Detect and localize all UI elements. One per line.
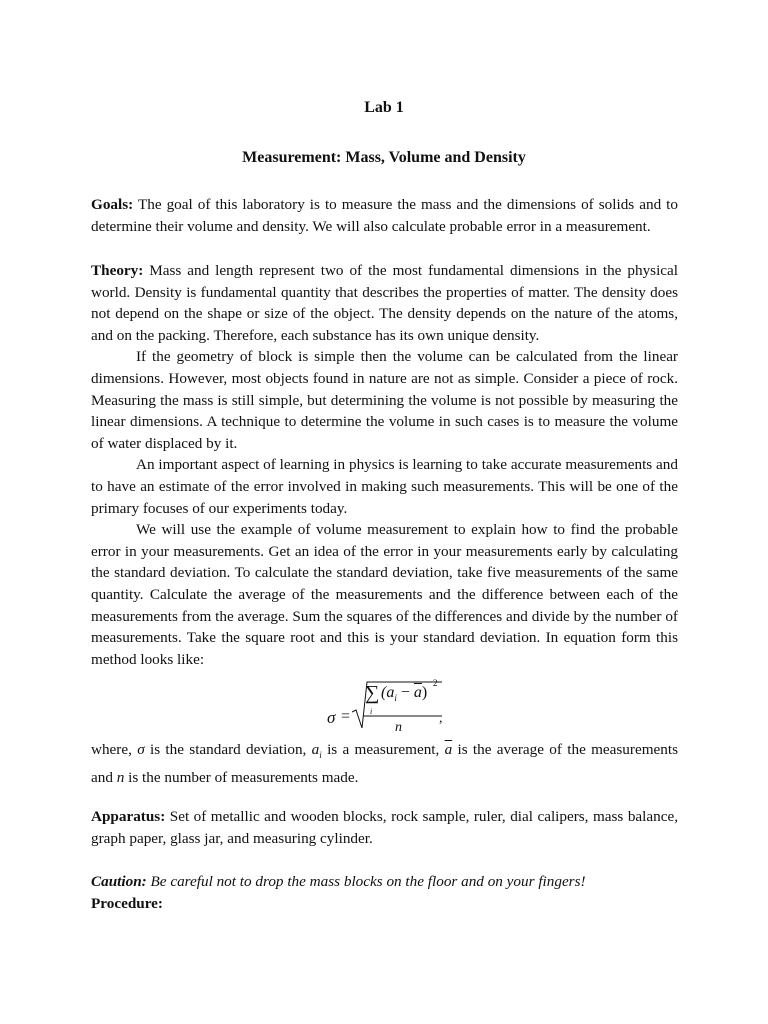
- exponent: 2: [433, 678, 438, 688]
- theory-section: [91, 260, 678, 670]
- document-title: Measurement: Mass, Volume and Density: [242, 149, 526, 166]
- goals-text: The goal of this laboratory is to measure the mass and the dimensions of solids and to determine their volume and density. We will also calculate probable error in a measurement.: [91, 196, 678, 235]
- goals-label: Goals:: [91, 196, 134, 213]
- procedure-heading: Procedure:: [91, 894, 163, 912]
- equals-sign: =: [341, 708, 351, 725]
- goals-section: [91, 194, 678, 237]
- standard-deviation-equation: [325, 680, 465, 742]
- summation-index: i: [370, 707, 373, 716]
- mean-symbol-inline: $\overline{a}$: [444, 741, 453, 758]
- fraction-bar: [363, 715, 437, 717]
- lab-number-heading: Lab 1: [364, 99, 404, 116]
- theory-paragraph-1: Mass and length represent two of the most fundamental dimensions in the physical world. Density is fundamental quantity that describes the properties of matter. The density does not depend on the shape or size of the object. The density depends on the nature of the atoms, and on the packing. Therefore, each substance has its own unique density.: [91, 262, 678, 344]
- theory-label: Theory:: [91, 262, 144, 279]
- numerator-expression: $(a_i - \overline{a})$: [381, 684, 428, 704]
- summation-symbol: ∑: [365, 682, 380, 704]
- apparatus-label: Apparatus:: [91, 808, 166, 825]
- apparatus-section: [91, 806, 678, 849]
- sigma-symbol: σ: [327, 708, 336, 727]
- caution-label: Caution:: [91, 873, 147, 890]
- apparatus-text: Set of metallic and wooden blocks, rock sample, ruler, dial calipers, mass balance, graph paper, glass jar, and measuring cylinder.: [91, 808, 678, 847]
- variable-definitions: where, σ is the standard deviation, $a_i$ is a measurement, $\overline{a}$ is the average of the measurements and n is the number of measurements made.: [91, 741, 678, 786]
- equation-comma: ,: [439, 711, 443, 726]
- theory-paragraph-4: We will use the example of volume measurement to explain how to find the probable error in your measurements. Get an idea of the error in your measurements early by calculating the standard deviation. To calculate the standard deviation, take five measurements of the same quantity. Calculate the average of the measurements and the difference between each of the measurements from the average. Sum the squares of the differences and divide by the number of measurements. Take the square root and this is your standard deviation. In equation form this method looks like:: [91, 521, 678, 668]
- caution-text: Be careful not to drop the mass blocks on the floor and on your fingers!: [146, 873, 586, 890]
- caution-section: [91, 871, 678, 914]
- theory-paragraph-3: An important aspect of learning in physics is learning to take accurate measurements and to have an estimate of the error involved in making such measurements. This will be one of the primary focuses of our experiments today.: [91, 456, 678, 517]
- denominator: n: [395, 720, 402, 735]
- theory-paragraph-2: If the geometry of block is simple then the volume can be calculated from the linear dimensions. However, most objects found in nature are not as simple. Consider a piece of rock. Measuring the mass is still simple, but determining the volume is not possible by measuring the linear dimensions. A technique to determine the volume in such cases is to measure the volume of water displaced by it.: [91, 348, 678, 452]
- sigma-symbol-inline: σ: [137, 741, 145, 758]
